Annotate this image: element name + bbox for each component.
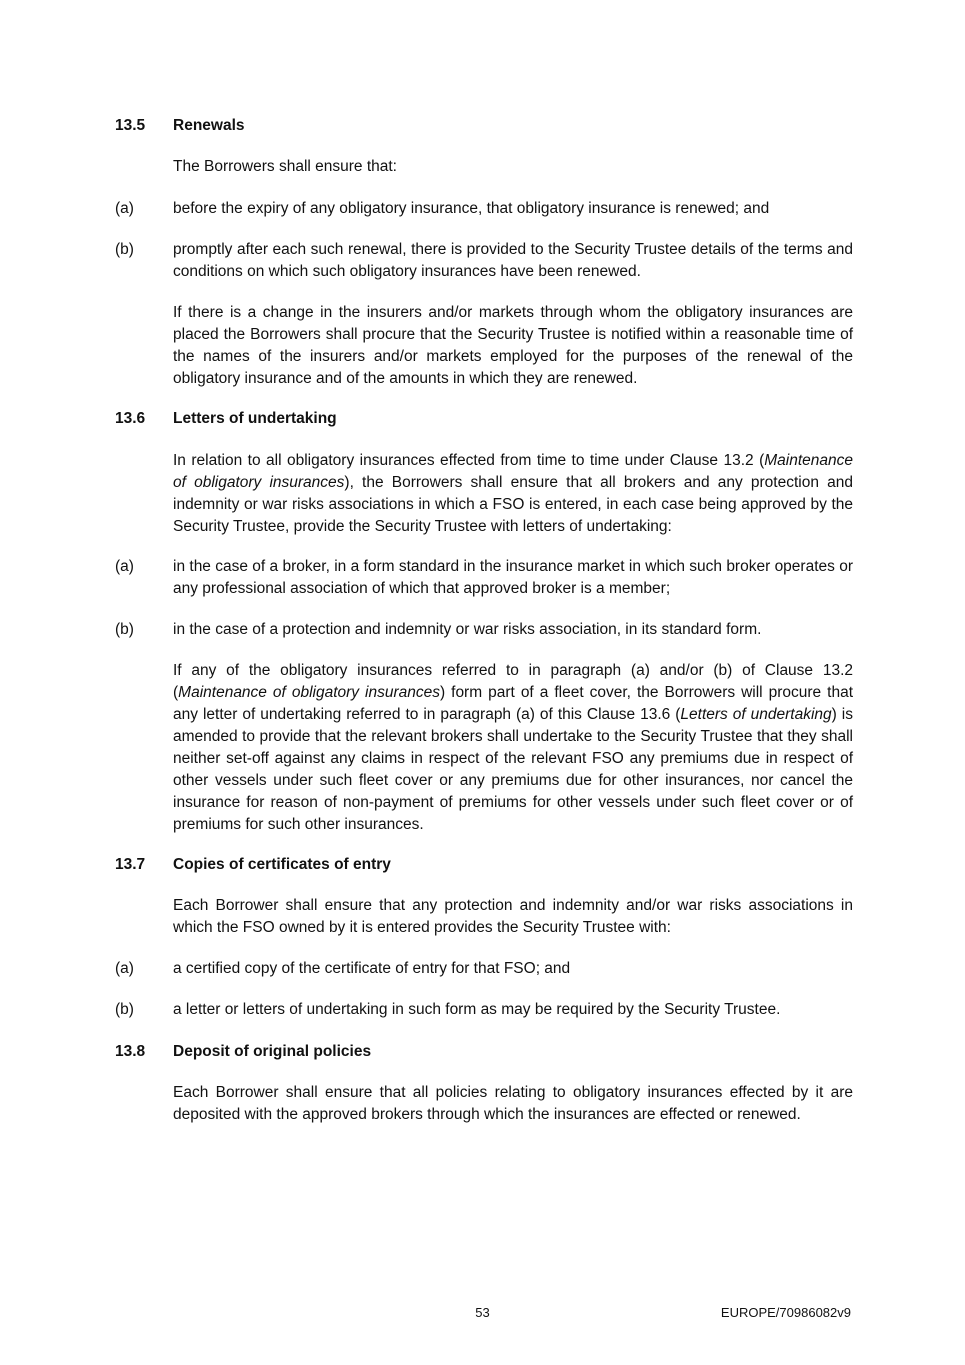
section-13-8-text: Each Borrower shall ensure that all policies relating to obligatory insurances effected by it are deposited with the approved brokers through which the insurances are effected or renewed. xyxy=(173,1084,853,1123)
section-title: Copies of certificates of entry xyxy=(173,856,391,873)
section-13-6-intro xyxy=(173,450,853,538)
section-title: Letters of undertaking xyxy=(173,410,337,427)
section-number: 13.8 xyxy=(115,1043,146,1060)
closing-text: ) form part of a fleet cover, the Borrowers will procure that any letter of undertaking referred to in paragraph (a) of this Clause 13.6 ( xyxy=(173,684,854,723)
section-title: Deposit of original policies xyxy=(173,1043,372,1060)
item-text: in the case of a protection and indemnity or war risks association, in its standard form. xyxy=(173,621,762,638)
item-label: (a) xyxy=(115,200,134,217)
intro-text: ), the Borrowers shall ensure that all brokers and any protection and indemnity or war risks associations in which a FSO is entered, in each case being approved by the Security Trustee, provide the Security Trustee with letters of undertaking: xyxy=(173,474,853,535)
item-text: a certified copy of the certificate of entry for that FSO; and xyxy=(173,960,571,977)
item-label: (a) xyxy=(115,558,134,575)
page-number: 53 xyxy=(475,1305,490,1320)
section-number: 13.6 xyxy=(115,410,146,427)
item-label: (b) xyxy=(115,241,134,258)
document-reference: EUROPE/70986082v9 xyxy=(720,1305,851,1320)
clause-reference: Maintenance of obligatory insurances xyxy=(173,452,853,491)
item-label: (a) xyxy=(115,960,134,977)
section-13-6-closing xyxy=(173,660,853,836)
item-label: (b) xyxy=(115,1001,134,1018)
section-13-7-intro: Each Borrower shall ensure that any protection and indemnity and/or war risks associations in which the FSO owned by it is entered provides the Security Trustee with: xyxy=(173,897,853,936)
section-number: 13.5 xyxy=(115,117,146,134)
closing-text: ) is amended to provide that the relevant brokers shall undertake to the Security Trustee that they shall neither set-off against any claims in respect of the relevant FSO any premiums due in respect of other vessels under such fleet cover or any premiums due for other insurances, nor cancel the insurance for reason of non-payment of premiums for other vessels under such fleet cover or of premiums for such other insurances. xyxy=(173,706,853,833)
section-13-5-intro: The Borrowers shall ensure that: xyxy=(173,158,397,175)
item-label: (b) xyxy=(115,621,134,638)
item-text: in the case of a broker, in a form standard in the insurance market in which such broker operates or any professional association of which that approved broker is a member; xyxy=(173,558,853,597)
section-13-5-closing: If there is a change in the insurers and/or markets through whom the obligatory insurances are placed the Borrowers shall procure that the Security Trustee is notified within a reasonable time of the names of the insurers and/or markets employed for the purposes of the renewal of the obligatory insurance and of the amounts in which they are renewed. xyxy=(173,304,853,387)
closing-text: If any of the obligatory insurances referred to in paragraph (a) and/or (b) of Clause 13.2 ( xyxy=(173,662,853,701)
section-number: 13.7 xyxy=(115,856,146,873)
clause-reference: Maintenance of obligatory insurances xyxy=(178,684,440,701)
item-text: before the expiry of any obligatory insurance, that obligatory insurance is renewed; and xyxy=(173,200,770,217)
item-text: promptly after each such renewal, there is provided to the Security Trustee details of the terms and conditions on which such obligatory insurances have been renewed. xyxy=(173,241,853,280)
section-title: Renewals xyxy=(173,117,245,134)
item-text: a letter or letters of undertaking in such form as may be required by the Security Trustee. xyxy=(173,1001,781,1018)
clause-reference: Letters of undertaking xyxy=(680,706,832,723)
intro-text: In relation to all obligatory insurances effected from time to time under Clause 13.2 ( xyxy=(173,452,765,469)
